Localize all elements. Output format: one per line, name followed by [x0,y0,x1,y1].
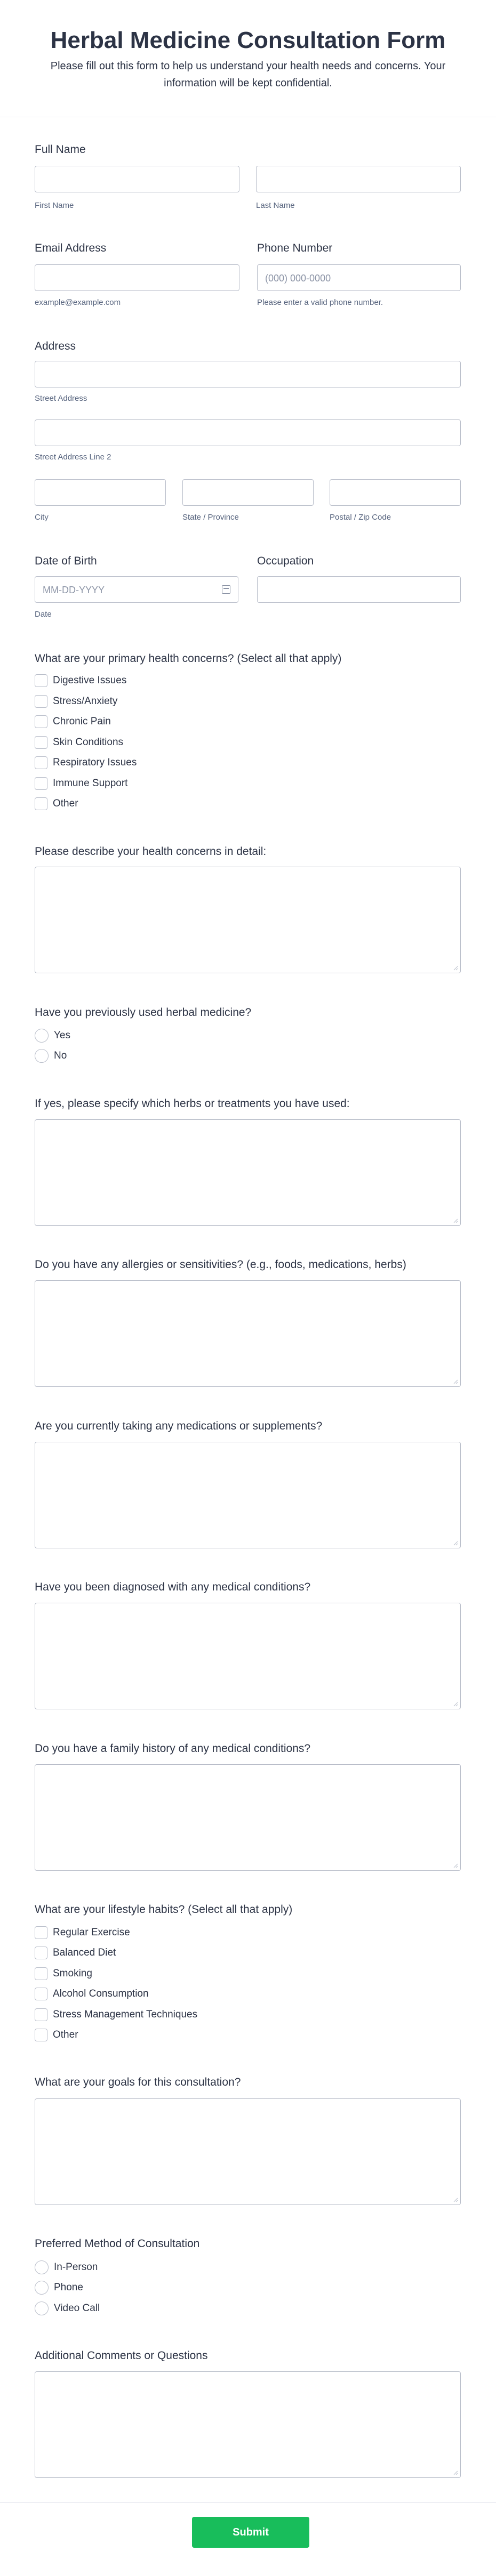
checkbox[interactable] [35,1926,47,1939]
lifestyle-option-label: Alcohol Consumption [53,1988,149,1999]
street-address-input[interactable] [35,361,461,387]
zip-sublabel: Postal / Zip Code [330,513,391,522]
occupation-label: Occupation [257,555,314,567]
concern-option-label: Skin Conditions [53,737,124,748]
checkbox[interactable] [35,1967,47,1980]
describe-label: Please describe your health concerns in detail: [35,845,267,858]
diagnosed-label: Have you been diagnosed with any medical conditions? [35,1581,311,1593]
radio[interactable] [35,2302,49,2315]
method-option[interactable] [35,2260,98,2275]
concern-option-label: Chronic Pain [53,716,111,727]
city-sublabel: City [35,513,49,522]
street-address-sublabel: Street Address [35,394,87,403]
checkbox[interactable] [35,1947,47,1959]
checkbox[interactable] [35,715,47,728]
method-option-label: Phone [54,2282,83,2293]
checkbox[interactable] [35,1988,47,2000]
allergies-textarea[interactable] [35,1280,461,1387]
phone-placeholder: (000) 000-0000 [265,273,331,284]
used-herbal-option[interactable] [35,1028,70,1043]
occupation-input[interactable] [257,576,461,603]
lifestyle-option-label: Other [53,2029,78,2040]
checkbox[interactable] [35,736,47,749]
concern-option[interactable] [35,735,123,750]
phone-sublabel: Please enter a valid phone number. [257,298,383,307]
checkbox[interactable] [35,2008,47,2021]
describe-textarea[interactable] [35,867,461,973]
method-option-label: Video Call [54,2303,100,2314]
allergies-label: Do you have any allergies or sensitivities? (e.g., foods, medications, herbs) [35,1258,406,1271]
resize-grip-icon[interactable] [453,965,458,971]
medications-label: Are you currently taking any medications or supplements? [35,1420,323,1432]
lifestyle-option-label: Smoking [53,1968,92,1979]
goals-textarea[interactable] [35,2098,461,2205]
radio[interactable] [35,2260,49,2274]
resize-grip-icon[interactable] [453,1218,458,1223]
herbs-used-textarea[interactable] [35,1119,461,1226]
email-sublabel: example@example.com [35,298,121,307]
concern-option[interactable] [35,714,111,729]
method-option[interactable] [35,2301,100,2316]
city-input[interactable] [35,479,166,506]
concerns-label: What are your primary health concerns? (Select all that apply) [35,652,342,665]
first-name-input[interactable] [35,166,239,192]
family-history-label: Do you have a family history of any medical conditions? [35,1742,311,1755]
state-sublabel: State / Province [182,513,239,522]
goals-label: What are your goals for this consultation? [35,2076,241,2088]
herbs-used-label: If yes, please specify which herbs or treatments you have used: [35,1097,350,1110]
resize-grip-icon[interactable] [453,1379,458,1384]
lifestyle-option[interactable] [35,1986,149,2001]
form-header [0,0,496,117]
last-name-sublabel: Last Name [256,201,295,210]
dob-label: Date of Birth [35,555,97,567]
concern-option[interactable] [35,776,127,791]
family-history-textarea[interactable] [35,1764,461,1871]
diagnosed-textarea[interactable] [35,1603,461,1709]
concern-option[interactable] [35,694,117,709]
resize-grip-icon[interactable] [453,2197,458,2202]
resize-grip-icon[interactable] [453,1701,458,1707]
used-herbal-option[interactable] [35,1048,67,1063]
checkbox[interactable] [35,756,47,769]
concern-option[interactable] [35,673,126,688]
form-subtitle: Please fill out this form to help us understand your health needs and concerns. Your information will be kept confidential. [50,60,446,89]
form-title: Herbal Medicine Consultation Form [50,27,446,53]
zip-input[interactable] [330,479,461,506]
checkbox[interactable] [35,674,47,687]
resize-grip-icon[interactable] [453,1540,458,1546]
street-address-2-input[interactable] [35,419,461,446]
checkbox[interactable] [35,777,47,790]
method-option-label: In-Person [54,2262,98,2273]
phone-label: Phone Number [257,242,333,254]
email-label: Email Address [35,242,107,254]
email-input[interactable] [35,264,239,291]
concern-option-label: Immune Support [53,778,128,789]
full-name-label: Full Name [35,143,86,156]
lifestyle-label: What are your lifestyle habits? (Select all that apply) [35,1903,293,1916]
phone-input[interactable] [257,264,461,291]
checkbox[interactable] [35,2029,47,2041]
submit-button[interactable]: Submit [192,2517,309,2548]
lifestyle-option[interactable] [35,2028,78,2042]
dob-input[interactable] [35,576,238,603]
comments-textarea[interactable] [35,2371,461,2478]
lifestyle-option-label: Stress Management Techniques [53,2009,198,2020]
concern-option[interactable] [35,755,137,770]
checkbox[interactable] [35,695,47,708]
address-label: Address [35,340,76,352]
lifestyle-option[interactable] [35,1925,130,1940]
dob-sublabel: Date [35,610,52,619]
first-name-sublabel: First Name [35,201,74,210]
method-label: Preferred Method of Consultation [35,2238,200,2250]
calendar-icon[interactable] [222,585,230,594]
lifestyle-option[interactable] [35,1966,92,1981]
dob-placeholder: MM-DD-YYYY [43,585,105,595]
used-herbal-option-label: Yes [54,1030,70,1041]
method-option[interactable] [35,2280,83,2295]
concern-option[interactable] [35,796,78,811]
state-input[interactable] [182,479,314,506]
comments-label: Additional Comments or Questions [35,2349,208,2362]
lifestyle-option-label: Regular Exercise [53,1927,130,1938]
medications-textarea[interactable] [35,1442,461,1548]
last-name-input[interactable] [256,166,461,192]
concern-option-label: Respiratory Issues [53,757,137,768]
concern-option-label: Digestive Issues [53,675,127,686]
radio[interactable] [35,1049,49,1063]
checkbox[interactable] [35,797,47,810]
resize-grip-icon[interactable] [453,2470,458,2475]
lifestyle-option-label: Balanced Diet [53,1947,116,1958]
radio[interactable] [35,1029,49,1043]
street-address-2-sublabel: Street Address Line 2 [35,453,111,462]
radio[interactable] [35,2281,49,2295]
used-herbal-option-label: No [54,1050,67,1061]
concern-option-label: Other [53,798,78,809]
lifestyle-option[interactable] [35,2007,197,2022]
concern-option-label: Stress/Anxiety [53,696,118,707]
lifestyle-option[interactable] [35,1945,116,1960]
used-herbal-label: Have you previously used herbal medicine? [35,1006,252,1019]
resize-grip-icon[interactable] [453,1863,458,1868]
